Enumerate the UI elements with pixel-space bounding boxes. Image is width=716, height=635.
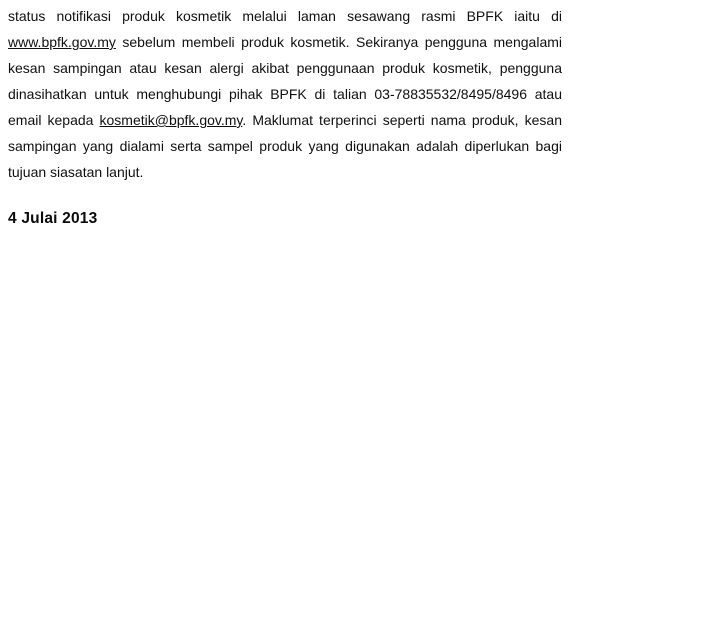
text-line-5 — [8, 107, 562, 133]
text-line-1 — [8, 3, 562, 29]
text-line-7 — [8, 159, 562, 185]
line-text: dinasihatkan untuk menghubungi pihak BPFK di talian 03-78835532/8495/8496 atau — [8, 86, 562, 102]
document-page — [8, 3, 562, 232]
text-line-6 — [8, 133, 562, 159]
text-line-3 — [8, 55, 562, 81]
text-line-4 — [8, 81, 562, 107]
body-paragraph — [8, 3, 562, 185]
line-text: . Maklumat terperinci seperti nama produk, kesan — [242, 112, 562, 128]
text-line-2 — [8, 29, 562, 55]
line-text: tujuan siasatan lanjut. — [8, 164, 144, 180]
document-date: 4 Julai 2013 — [8, 210, 98, 227]
bpfk-website-link[interactable]: www.bpfk.gov.my — [8, 34, 116, 50]
line-text: status notifikasi produk kosmetik melalui laman sesawang rasmi BPFK iaitu di — [8, 8, 562, 24]
line-text: email kepada — [8, 112, 100, 128]
line-text: kesan sampingan atau kesan alergi akibat penggunaan produk kosmetik, pengguna — [8, 60, 562, 76]
line-text: sebelum membeli produk kosmetik. Sekiranya pengguna mengalami — [115, 34, 562, 50]
line-text: sampingan yang dialami serta sampel produk yang digunakan adalah diperlukan bagi — [8, 138, 562, 154]
kosmetik-email-link[interactable]: kosmetik@bpfk.gov.my — [99, 112, 243, 128]
